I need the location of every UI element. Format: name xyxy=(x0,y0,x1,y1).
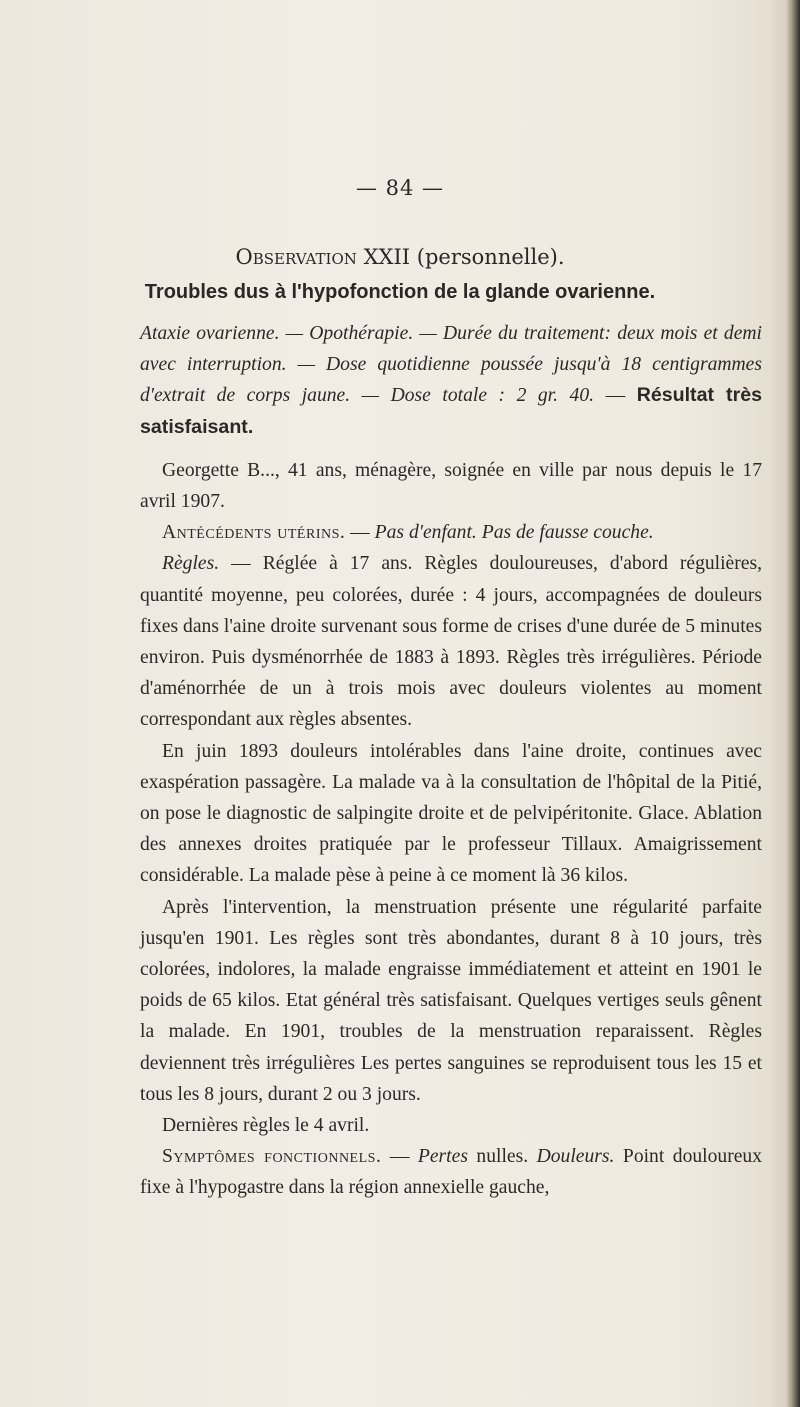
observation-subtitle: Troubles dus à l'hypofonction de la glande ovarienne. xyxy=(144,281,656,303)
symptomes-text: Point douloureux fixe à l'hypogastre dans la région annexielle gauche, xyxy=(140,1146,763,1199)
apres-paragraph: Après l'intervention, la menstruation présente une régularité parfaite jusqu'en 1901. Les règles sont très abondantes, durant 8 à 10 jours, très colorées, indolores, la malade engraisse immédiatement et atteint en 1901 le poids de 65 kilos. Etat général très satisfaisant. Quelques vertiges seuls gênent la malade. En 1901, troubles de la menstruation reparaissent. Règles deviennent très irrégulières Les pertes sanguines se reproduisent tous les 15 et tous les 8 jours, durant 2 ou 3 jours. xyxy=(140,896,762,1105)
symptomes-label: Symptômes fonctionnels. xyxy=(162,1146,382,1168)
summary-dash: — xyxy=(594,385,637,407)
observation-title xyxy=(0,245,800,269)
observation-label: Observation xyxy=(235,245,357,269)
symptomes-paragraph xyxy=(140,1141,762,1203)
summary-result: Résultat très satisfaisant. xyxy=(140,384,762,438)
antecedents-dash: — xyxy=(345,522,375,544)
book-spine-shadow xyxy=(786,0,800,1407)
summary-paragraph xyxy=(140,318,762,443)
regles-text: — Réglée à 17 ans. Règles douloureuses, d'abord régulières, quantité moyenne, peu colorées, durée : 4 jours, accompagnées de douleurs fixes dans l'aine droite survenant sous forme de crises d'une durée de 5 minutes environ. Puis dysménorrhée de 1883 à 1893. Règles très irrégulières. Période d'aménorrhée de un à trois mois avec douleurs violentes au moment correspondant aux règles absentes. xyxy=(140,553,762,731)
symptomes-italic-douleurs: Douleurs. xyxy=(536,1146,615,1168)
page-number: — 84 — xyxy=(355,176,445,200)
symptomes-mid: nulles. xyxy=(467,1146,537,1168)
summary-italic: Ataxie ovarienne. — Opothérapie. — Durée du traitement: deux mois et demi avec interruption. — Dose quotidienne poussée jusqu'à 18 centigrammes d'extrait de corps jaune. — Dose totale : 2 gr. 40. xyxy=(140,323,762,407)
regles-paragraph xyxy=(140,548,762,735)
dernieres-paragraph: Dernières règles le 4 avril. xyxy=(162,1115,370,1137)
juin-paragraph: En juin 1893 douleurs intolérables dans l'aine droite, continues avec exaspération passagère. La malade va à la consultation de l'hôpital de la Pitié, on pose le diagnostic de salpingite droite et de pelvipéritonite. Glace. Ablation des annexes droites pratiquée par le professeur Tillaux. Amaigrissement considérable. La malade pèse à peine à ce moment là 36 kilos. xyxy=(140,740,762,887)
antecedents-italic: Pas d'enfant. Pas de fausse couche. xyxy=(374,522,654,544)
antecedents-paragraph xyxy=(140,517,762,548)
symptomes-dash: — xyxy=(381,1146,418,1168)
intro-paragraph: Georgette B..., 41 ans, ménagère, soignée en ville par nous depuis le 17 avril 1907. xyxy=(140,459,762,513)
antecedents-label: Antécédents utérins. xyxy=(162,522,346,544)
regles-label: Règles. xyxy=(162,553,220,575)
body-text xyxy=(140,318,762,1204)
observation-qualifier: (personnelle). xyxy=(416,245,565,269)
symptomes-italic-pertes: Pertes xyxy=(417,1146,468,1168)
observation-number: XXII xyxy=(363,245,411,269)
